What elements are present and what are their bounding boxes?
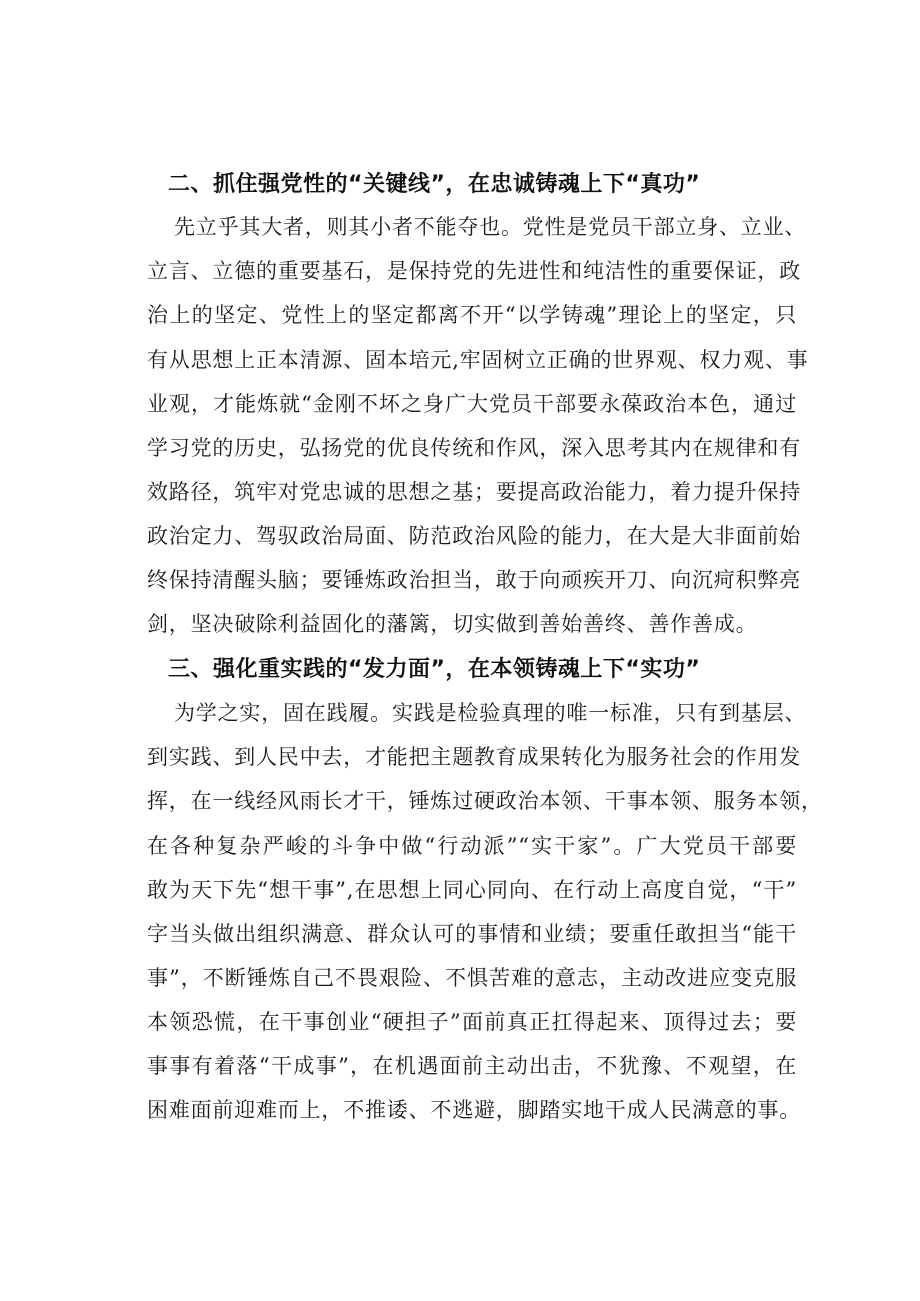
paragraph-line: 终保持清醒头脑；要锤炼政治担当，敢于向顽疾开刀、向沉疴积弊亮 [147, 568, 801, 592]
paragraph-line: 本领恐慌，在干事创业“硬担子”面前真正扛得起来、顶得过去；要 [147, 1010, 797, 1034]
paragraph-line: 敢为天下先“想干事”,在思想上同心同向、在行动上高度自觉，“干” [147, 878, 797, 902]
paragraph-line: 挥，在一线经风雨长才干，锤炼过硬政治本领、干事本领、服务本领， [147, 789, 823, 813]
paragraph-line: 为学之实，固在践履。实践是检验真理的唯一标准，只有到基层、 [174, 701, 807, 725]
paragraph-line: 事”，不断锤炼自己不畏艰险、不惧苦难的意志，主动改进应变克服 [147, 966, 797, 990]
paragraph-line: 立言、立德的重要基石，是保持党的先进性和纯洁性的重要保证，政 [147, 259, 801, 283]
section-heading-3: 三、强化重实践的“发力面”，在本领铸魂上下“实功” [168, 657, 701, 682]
paragraph-line: 治上的坚定、党性上的坚定都离不开“以学铸魂”理论上的坚定，只 [147, 303, 797, 327]
paragraph-line: 政治定力、驾驭政治局面、防范政治风险的能力，在大是大非面前始 [147, 524, 801, 548]
paragraph-line: 剑，坚决破除利益固化的藩篱，切实做到善始善终、善作善成。 [147, 612, 758, 636]
paragraph-line: 在各种复杂严峻的斗争中做“行动派”“实干家”。广大党员干部要 [147, 834, 797, 858]
paragraph-line: 学习党的历史，弘扬党的优良传统和作风，深入思考其内在规律和有 [147, 436, 801, 460]
paragraph-line: 事事有着落“干成事”，在机遇面前主动出击，不犹豫、不观望，在 [147, 1054, 797, 1078]
paragraph-line: 字当头做出组织满意、群众认可的事情和业绩；要重任敢担当“能干 [147, 922, 797, 946]
paragraph-line: 先立乎其大者，则其小者不能夺也。党性是党员干部立身、立业、 [174, 215, 807, 239]
paragraph-line: 到实践、到人民中去，才能把主题教育成果转化为服务社会的作用发 [147, 745, 801, 769]
paragraph-line: 业观，才能炼就“金刚不坏之身广大党员干部要永葆政治本色，通过 [147, 392, 797, 416]
section-heading-2: 二、抓住强党性的“关键线”，在忠诚铸魂上下“真功” [168, 172, 701, 197]
paragraph-line: 效路径，筑牢对党忠诚的思想之基；要提高政治能力，着力提升保持 [147, 480, 801, 504]
paragraph-line: 有从思想上正本清源、固本培元,牢固树立正确的世界观、权力观、事 [147, 348, 809, 372]
paragraph-line: 困难面前迎难而上，不推诿、不逃避，脚踏实地干成人民满意的事。 [147, 1098, 801, 1122]
